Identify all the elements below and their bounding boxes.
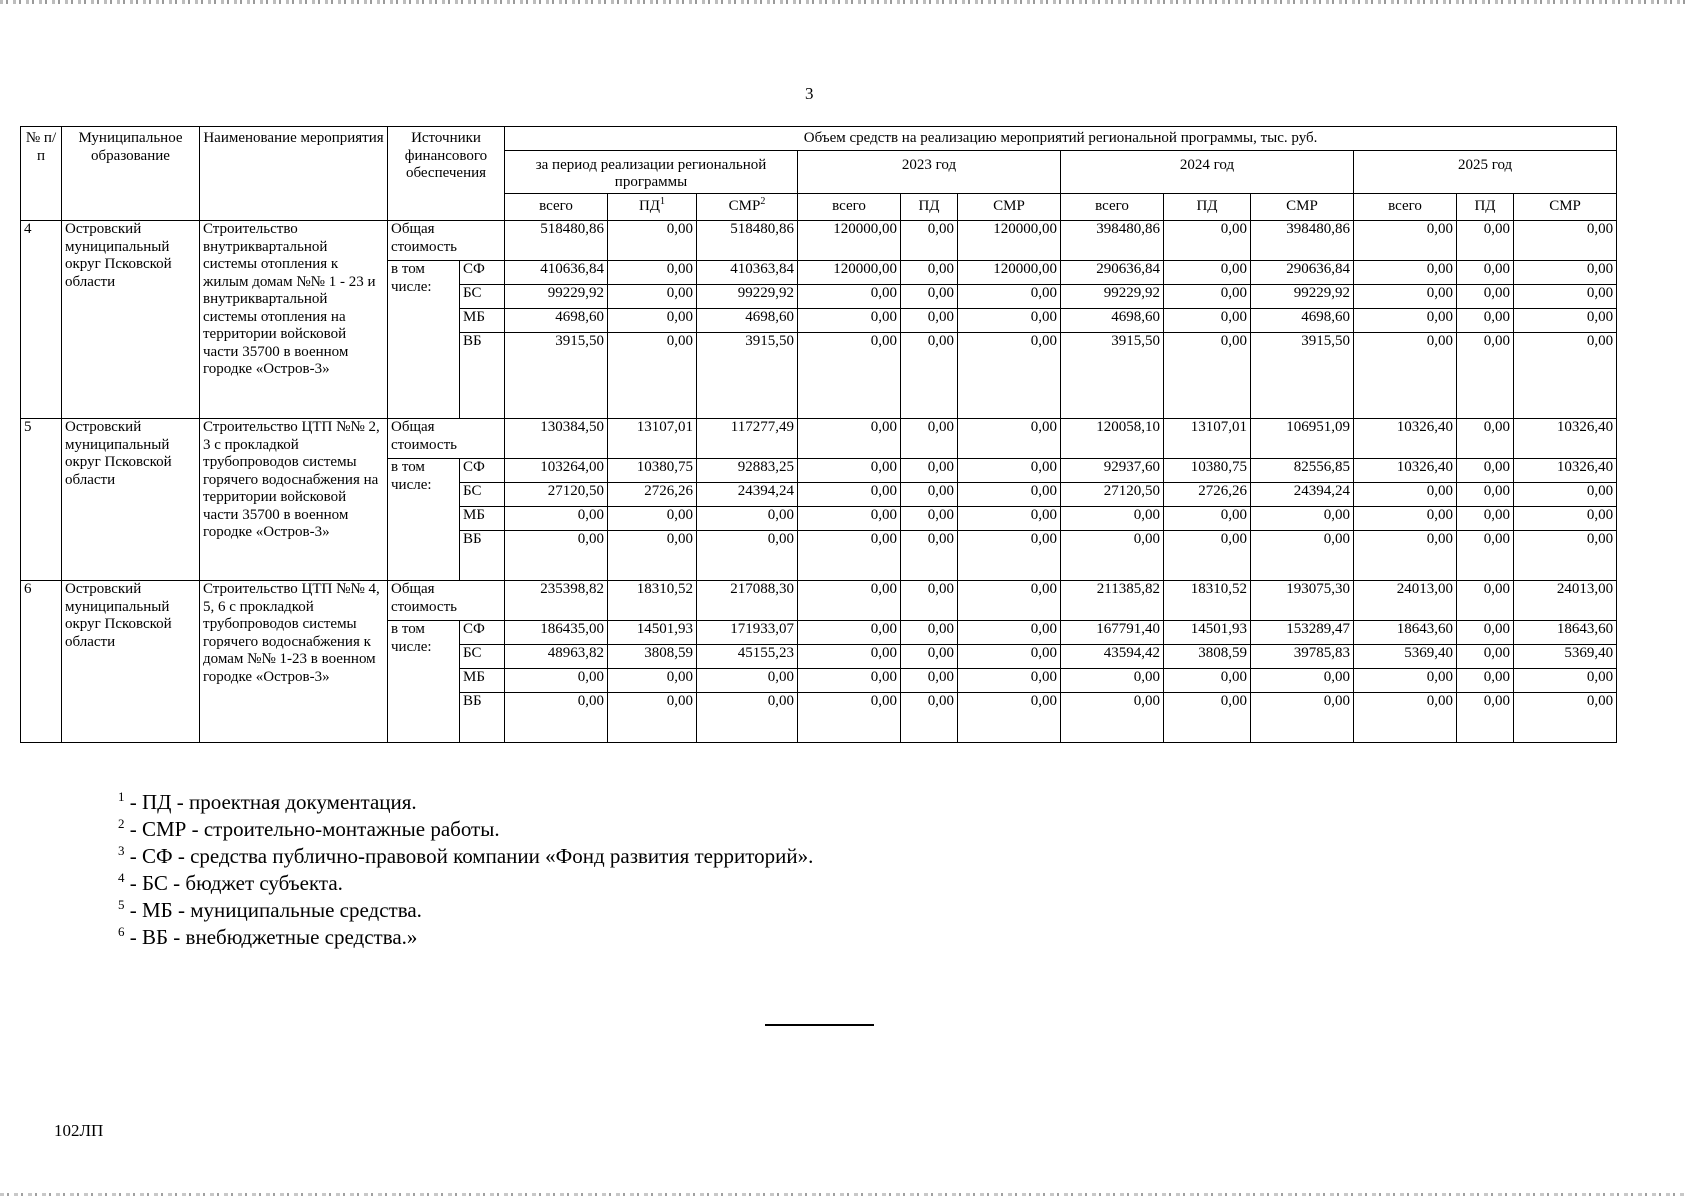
value-cell: 14501,93: [608, 621, 697, 645]
value-cell: 3808,59: [608, 645, 697, 669]
footnote-mark: 4: [118, 870, 125, 885]
value-cell: 0,00: [958, 333, 1061, 419]
value-cell: 0,00: [901, 693, 958, 743]
source-code-cell: БС: [460, 645, 505, 669]
value-cell: 0,00: [1514, 309, 1617, 333]
header-sub-smr: СМР: [958, 194, 1061, 221]
value-cell: 0,00: [1354, 483, 1457, 507]
value-cell: 0,00: [1164, 261, 1251, 285]
value-cell: 167791,40: [1061, 621, 1164, 645]
row-number: 4: [21, 221, 62, 419]
header-sub-smr: СМР: [1251, 194, 1354, 221]
row-number: 5: [21, 419, 62, 581]
footnote-mark: 3: [118, 843, 125, 858]
header-sub-pd: ПД: [1457, 194, 1514, 221]
value-cell: 518480,86: [697, 221, 798, 261]
value-cell: 0,00: [1251, 531, 1354, 581]
value-cell: 0,00: [1457, 285, 1514, 309]
header-municipality: Муниципальное образование: [62, 127, 200, 221]
value-cell: 3915,50: [1061, 333, 1164, 419]
value-cell: 0,00: [901, 459, 958, 483]
value-cell: 120000,00: [958, 221, 1061, 261]
document-code: 102ЛП: [54, 1121, 104, 1140]
source-code-cell: СФ: [460, 621, 505, 645]
value-cell: 0,00: [505, 507, 608, 531]
row-number: 6: [21, 581, 62, 743]
header-sub-pd: $ПД^1$: [608, 194, 697, 221]
header-period-2025: 2025 год: [1354, 151, 1617, 194]
value-cell: 0,00: [798, 621, 901, 645]
value-cell: 18643,60: [1514, 621, 1617, 645]
value-cell: 18643,60: [1354, 621, 1457, 645]
value-cell: 0,00: [505, 693, 608, 743]
including-label: в том числе:: [388, 459, 460, 581]
value-cell: 217088,30: [697, 581, 798, 621]
value-cell: 120000,00: [798, 261, 901, 285]
value-cell: 0,00: [697, 531, 798, 581]
footnote-mark: 2: [760, 196, 766, 207]
value-cell: 0,00: [697, 669, 798, 693]
header-sub-total: всего: [505, 194, 608, 221]
value-cell: 27120,50: [505, 483, 608, 507]
value-cell: 0,00: [697, 693, 798, 743]
value-cell: 0,00: [901, 483, 958, 507]
value-cell: 3915,50: [1251, 333, 1354, 419]
value-cell: 48963,82: [505, 645, 608, 669]
value-cell: 0,00: [1457, 221, 1514, 261]
value-cell: 0,00: [958, 285, 1061, 309]
value-cell: 0,00: [798, 645, 901, 669]
total-cost-label: Общая стоимость: [388, 581, 505, 621]
value-cell: 82556,85: [1251, 459, 1354, 483]
value-cell: 0,00: [608, 221, 697, 261]
value-cell: 0,00: [1457, 669, 1514, 693]
value-cell: 0,00: [608, 693, 697, 743]
value-cell: 0,00: [901, 621, 958, 645]
value-cell: 0,00: [1164, 669, 1251, 693]
value-cell: 0,00: [958, 669, 1061, 693]
value-cell: 4698,60: [697, 309, 798, 333]
value-cell: 0,00: [608, 531, 697, 581]
value-cell: 0,00: [1164, 285, 1251, 309]
value-cell: 13107,01: [608, 419, 697, 459]
header-period-2023: 2023 год: [798, 151, 1061, 194]
value-cell: 10326,40: [1354, 419, 1457, 459]
table-row: [21, 581, 1617, 621]
value-cell: 24013,00: [1514, 581, 1617, 621]
value-cell: 0,00: [901, 507, 958, 531]
header-volume-title: Объем средств на реализацию мероприятий региональной программы, тыс. руб.: [505, 127, 1617, 151]
value-cell: 0,00: [798, 669, 901, 693]
value-cell: 14501,93: [1164, 621, 1251, 645]
value-cell: 3915,50: [505, 333, 608, 419]
footnote: $^3$ - СФ - средства публично-правовой компании «Фонд развития территорий».: [118, 843, 814, 868]
value-cell: 3915,50: [697, 333, 798, 419]
value-cell: 0,00: [901, 419, 958, 459]
value-cell: 0,00: [958, 459, 1061, 483]
value-cell: 2726,26: [1164, 483, 1251, 507]
value-cell: 0,00: [1457, 581, 1514, 621]
value-cell: 0,00: [798, 419, 901, 459]
value-cell: 10326,40: [1514, 419, 1617, 459]
value-cell: 0,00: [798, 285, 901, 309]
value-cell: 0,00: [1457, 261, 1514, 285]
value-cell: 0,00: [1514, 221, 1617, 261]
value-cell: 0,00: [1514, 507, 1617, 531]
value-cell: 0,00: [798, 581, 901, 621]
header-sub-total: всего: [1061, 194, 1164, 221]
value-cell: 0,00: [1514, 333, 1617, 419]
scan-edge-bottom: [0, 1193, 1686, 1196]
value-cell: 0,00: [1164, 333, 1251, 419]
value-cell: 0,00: [1164, 309, 1251, 333]
value-cell: 0,00: [901, 645, 958, 669]
value-cell: 0,00: [958, 693, 1061, 743]
value-cell: 10380,75: [608, 459, 697, 483]
header-period-program: за период реализации региональной программы: [505, 151, 798, 194]
value-cell: 398480,86: [1251, 221, 1354, 261]
table-row: [21, 419, 1617, 459]
value-cell: 410363,84: [697, 261, 798, 285]
value-cell: 99229,92: [1061, 285, 1164, 309]
value-cell: 18310,52: [1164, 581, 1251, 621]
municipality-cell: Островский муниципальный округ Псковской области: [62, 419, 200, 581]
source-code-cell: ВБ: [460, 333, 505, 419]
value-cell: 0,00: [1354, 693, 1457, 743]
municipality-cell: Островский муниципальный округ Псковской области: [62, 581, 200, 743]
value-cell: 10326,40: [1354, 459, 1457, 483]
event-name-cell: Строительство внутриквартальной системы отопления к жилым домам №№ 1 - 23 и внутриквартальной системы отопления на территории войсковой части 35700 в военном городке «Остров-3»: [200, 221, 388, 419]
value-cell: 0,00: [1061, 669, 1164, 693]
value-cell: 0,00: [608, 333, 697, 419]
value-cell: 0,00: [958, 581, 1061, 621]
value-cell: 171933,07: [697, 621, 798, 645]
value-cell: 0,00: [1354, 285, 1457, 309]
value-cell: 0,00: [1457, 531, 1514, 581]
value-cell: 0,00: [608, 309, 697, 333]
value-cell: 398480,86: [1061, 221, 1164, 261]
value-cell: 0,00: [1354, 531, 1457, 581]
including-label: в том числе:: [388, 621, 460, 743]
source-code-cell: БС: [460, 483, 505, 507]
value-cell: 0,00: [1514, 693, 1617, 743]
value-cell: 0,00: [1354, 333, 1457, 419]
value-cell: 0,00: [1457, 419, 1514, 459]
value-cell: 0,00: [901, 221, 958, 261]
value-cell: 4698,60: [1061, 309, 1164, 333]
header-sub-total: всего: [1354, 194, 1457, 221]
value-cell: 0,00: [798, 459, 901, 483]
header-sub-total: всего: [798, 194, 901, 221]
value-cell: 0,00: [505, 669, 608, 693]
value-cell: 0,00: [1457, 507, 1514, 531]
value-cell: 0,00: [958, 645, 1061, 669]
footnotes: [118, 789, 813, 951]
header-sub-smr: СМР: [1514, 194, 1617, 221]
value-cell: 0,00: [901, 333, 958, 419]
value-cell: 0,00: [901, 285, 958, 309]
header-sub-pd: ПД: [1164, 194, 1251, 221]
value-cell: 0,00: [958, 621, 1061, 645]
value-cell: 39785,83: [1251, 645, 1354, 669]
value-cell: 0,00: [901, 531, 958, 581]
end-rule: [765, 1024, 874, 1026]
value-cell: 0,00: [1514, 261, 1617, 285]
value-cell: 0,00: [1061, 693, 1164, 743]
source-code-cell: МБ: [460, 309, 505, 333]
total-cost-label: Общая стоимость: [388, 419, 505, 459]
value-cell: 0,00: [1354, 309, 1457, 333]
value-cell: 153289,47: [1251, 621, 1354, 645]
value-cell: 0,00: [798, 693, 901, 743]
value-cell: 106951,09: [1251, 419, 1354, 459]
total-cost-label: Общая стоимость: [388, 221, 505, 261]
value-cell: 130384,50: [505, 419, 608, 459]
header-event-name: Наименование мероприятия: [200, 127, 388, 221]
value-cell: 0,00: [1457, 483, 1514, 507]
value-cell: 0,00: [1164, 531, 1251, 581]
table-row: [21, 221, 1617, 261]
value-cell: 0,00: [1354, 221, 1457, 261]
value-cell: 45155,23: [697, 645, 798, 669]
footnote: $^1$ - ПД - проектная документация.: [118, 789, 417, 814]
value-cell: 0,00: [1514, 669, 1617, 693]
footnote-mark: 6: [118, 924, 125, 939]
value-cell: 0,00: [1457, 693, 1514, 743]
value-cell: 120058,10: [1061, 419, 1164, 459]
event-name-cell: Строительство ЦТП №№ 4, 5, 6 с прокладкой трубопроводов системы горячего водоснабжения к домам №№ 1-23 в военном городке «Остров-3»: [200, 581, 388, 743]
value-cell: 3808,59: [1164, 645, 1251, 669]
value-cell: 410636,84: [505, 261, 608, 285]
value-cell: 99229,92: [1251, 285, 1354, 309]
value-cell: 0,00: [1457, 621, 1514, 645]
value-cell: 0,00: [958, 507, 1061, 531]
value-cell: 0,00: [1354, 261, 1457, 285]
value-cell: 0,00: [1514, 531, 1617, 581]
footnote: $^6$ - ВБ - внебюджетные средства.»: [118, 924, 418, 949]
value-cell: 24394,24: [1251, 483, 1354, 507]
value-cell: 24394,24: [697, 483, 798, 507]
value-cell: 518480,86: [505, 221, 608, 261]
funding-table: [20, 126, 1617, 743]
scan-edge-top: [0, 0, 1686, 4]
table-body: [21, 221, 1617, 743]
event-name-cell: Строительство ЦТП №№ 2, 3 с прокладкой трубопроводов системы горячего водоснабжения на территории войсковой части 35700 в военном городке «Остров-3»: [200, 419, 388, 581]
value-cell: 290636,84: [1251, 261, 1354, 285]
including-label: в том числе:: [388, 261, 460, 419]
value-cell: 0,00: [1514, 483, 1617, 507]
value-cell: 186435,00: [505, 621, 608, 645]
value-cell: 0,00: [901, 581, 958, 621]
source-code-cell: СФ: [460, 261, 505, 285]
footnote: $^2$ - СМР - строительно-монтажные работы.: [118, 816, 500, 841]
value-cell: 0,00: [798, 483, 901, 507]
value-cell: 27120,50: [1061, 483, 1164, 507]
value-cell: 0,00: [608, 261, 697, 285]
footnote: $^5$ - МБ - муниципальные средства.: [118, 897, 422, 922]
value-cell: 117277,49: [697, 419, 798, 459]
value-cell: 99229,92: [505, 285, 608, 309]
source-code-cell: ВБ: [460, 693, 505, 743]
value-cell: 120000,00: [958, 261, 1061, 285]
value-cell: 0,00: [1457, 459, 1514, 483]
value-cell: 0,00: [1354, 507, 1457, 531]
value-cell: 5369,40: [1354, 645, 1457, 669]
value-cell: 0,00: [958, 483, 1061, 507]
footnote-mark: 5: [118, 897, 125, 912]
value-cell: 99229,92: [697, 285, 798, 309]
value-cell: 103264,00: [505, 459, 608, 483]
value-cell: 0,00: [505, 531, 608, 581]
header-sources: Источники финансового обеспечения: [388, 127, 505, 194]
municipality-cell: Островский муниципальный округ Псковской области: [62, 221, 200, 419]
header-num: № п/п: [21, 127, 62, 221]
header-period-2024: 2024 год: [1061, 151, 1354, 194]
value-cell: 0,00: [798, 309, 901, 333]
source-code-cell: БС: [460, 285, 505, 309]
header-sources-spacer: [388, 194, 505, 221]
value-cell: 0,00: [1251, 669, 1354, 693]
value-cell: 0,00: [1457, 309, 1514, 333]
footnote: $^4$ - БС - бюджет субъекта.: [118, 870, 343, 895]
source-code-cell: ВБ: [460, 531, 505, 581]
value-cell: 290636,84: [1061, 261, 1164, 285]
value-cell: 0,00: [1457, 645, 1514, 669]
value-cell: 0,00: [798, 507, 901, 531]
value-cell: 0,00: [608, 507, 697, 531]
value-cell: 235398,82: [505, 581, 608, 621]
source-code-cell: СФ: [460, 459, 505, 483]
value-cell: 120000,00: [798, 221, 901, 261]
value-cell: 0,00: [1061, 507, 1164, 531]
value-cell: 0,00: [958, 419, 1061, 459]
value-cell: 43594,42: [1061, 645, 1164, 669]
value-cell: 0,00: [697, 507, 798, 531]
value-cell: 13107,01: [1164, 419, 1251, 459]
header-sub-smr: СМР$^2$: [697, 194, 798, 221]
footnote-mark: 1: [660, 196, 666, 207]
value-cell: 0,00: [958, 309, 1061, 333]
page-number: 3: [805, 84, 814, 103]
value-cell: 0,00: [1514, 285, 1617, 309]
value-cell: 92937,60: [1061, 459, 1164, 483]
value-cell: 4698,60: [1251, 309, 1354, 333]
value-cell: 0,00: [1354, 669, 1457, 693]
value-cell: 0,00: [1164, 221, 1251, 261]
source-code-cell: МБ: [460, 507, 505, 531]
value-cell: 0,00: [1061, 531, 1164, 581]
value-cell: 10380,75: [1164, 459, 1251, 483]
value-cell: 0,00: [798, 531, 901, 581]
footnote-mark: 1: [118, 789, 125, 804]
value-cell: 0,00: [901, 309, 958, 333]
footnote-mark: 2: [118, 816, 125, 831]
value-cell: 0,00: [901, 669, 958, 693]
header-sub-pd: ПД: [901, 194, 958, 221]
value-cell: 18310,52: [608, 581, 697, 621]
value-cell: 0,00: [1164, 693, 1251, 743]
value-cell: 24013,00: [1354, 581, 1457, 621]
value-cell: 0,00: [608, 285, 697, 309]
value-cell: 0,00: [798, 333, 901, 419]
value-cell: 0,00: [901, 261, 958, 285]
value-cell: 5369,40: [1514, 645, 1617, 669]
value-cell: 0,00: [1251, 507, 1354, 531]
value-cell: 92883,25: [697, 459, 798, 483]
value-cell: 0,00: [608, 669, 697, 693]
value-cell: 4698,60: [505, 309, 608, 333]
value-cell: 0,00: [958, 531, 1061, 581]
value-cell: 10326,40: [1514, 459, 1617, 483]
value-cell: 0,00: [1164, 507, 1251, 531]
value-cell: 193075,30: [1251, 581, 1354, 621]
value-cell: 211385,82: [1061, 581, 1164, 621]
source-code-cell: МБ: [460, 669, 505, 693]
value-cell: 0,00: [1251, 693, 1354, 743]
value-cell: 0,00: [1457, 333, 1514, 419]
value-cell: 2726,26: [608, 483, 697, 507]
